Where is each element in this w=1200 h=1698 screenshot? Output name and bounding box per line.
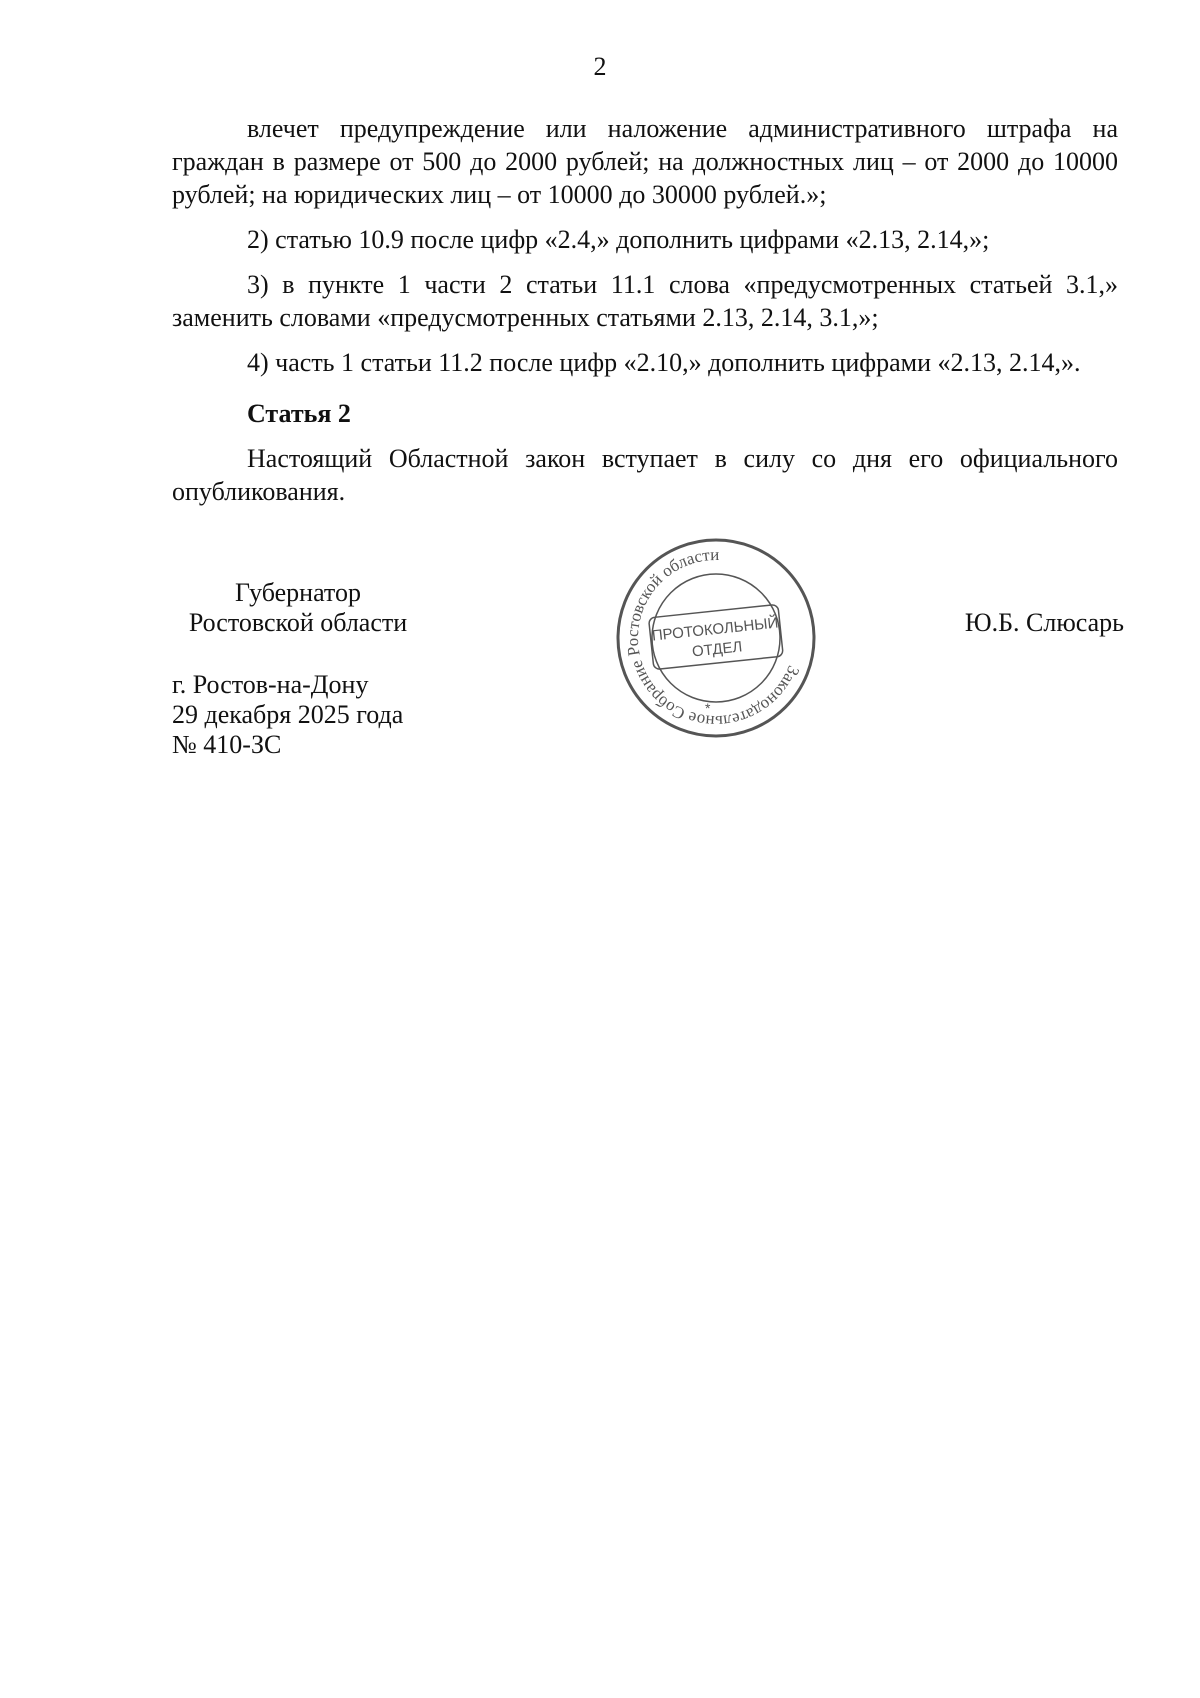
paragraph-item-3: 3) в пункте 1 части 2 статьи 11.1 слова «предусмотренных статьей 3.1,» заменить словами «предусмотренных статьями 2.13, 2.14, 3.1,»;: [172, 270, 1118, 332]
article-2-heading: Статья 2: [247, 399, 351, 428]
stamp-center-line-1: ПРОТОКОЛЬНЫЙ: [651, 614, 780, 645]
signer-name: Ю.Б. Слюсарь: [964, 608, 1124, 637]
official-stamp: [611, 533, 821, 743]
article-2-text: Настоящий Областной закон вступает в силу со дня его официального опубликования.: [172, 444, 1118, 506]
page-number: 2: [593, 52, 607, 81]
signer-title-line-1: Губернатор: [235, 578, 361, 607]
issuance-date: 29 декабря 2025 года: [172, 700, 404, 729]
document-body: [172, 112, 1118, 520]
signer-title: [172, 578, 424, 638]
paragraph-item-4: 4) часть 1 статьи 11.2 после цифр «2.10,» дополнить цифрами «2.13, 2.14,».: [247, 348, 1081, 377]
signer-title-line-2: Ростовской области: [188, 608, 408, 637]
issuance-place: г. Ростов-на-Дону: [172, 670, 369, 699]
law-number: № 410-ЗС: [172, 730, 282, 759]
stamp-center-line-2: ОТДЕЛ: [691, 638, 744, 661]
issuance-details: [172, 670, 403, 760]
stamp-star: *: [705, 700, 711, 716]
paragraph-item-2: 2) статью 10.9 после цифр «2.4,» дополнить цифрами «2.13, 2.14,»;: [247, 225, 990, 254]
stamp-ring-textpath: Законодательное Собрание Ростовской области: [622, 544, 804, 732]
paragraph-penalty-text: влечет предупреждение или наложение административного штрафа на граждан в размере от 500 до 2000 рублей; на должностных лиц – от 2000 до 10000 рублей; на юридических лиц – от 10000 до 30000 рублей.»;: [172, 114, 1118, 209]
stamp-outer-ring: [618, 540, 814, 736]
stamp-ring-text: [611, 533, 821, 743]
